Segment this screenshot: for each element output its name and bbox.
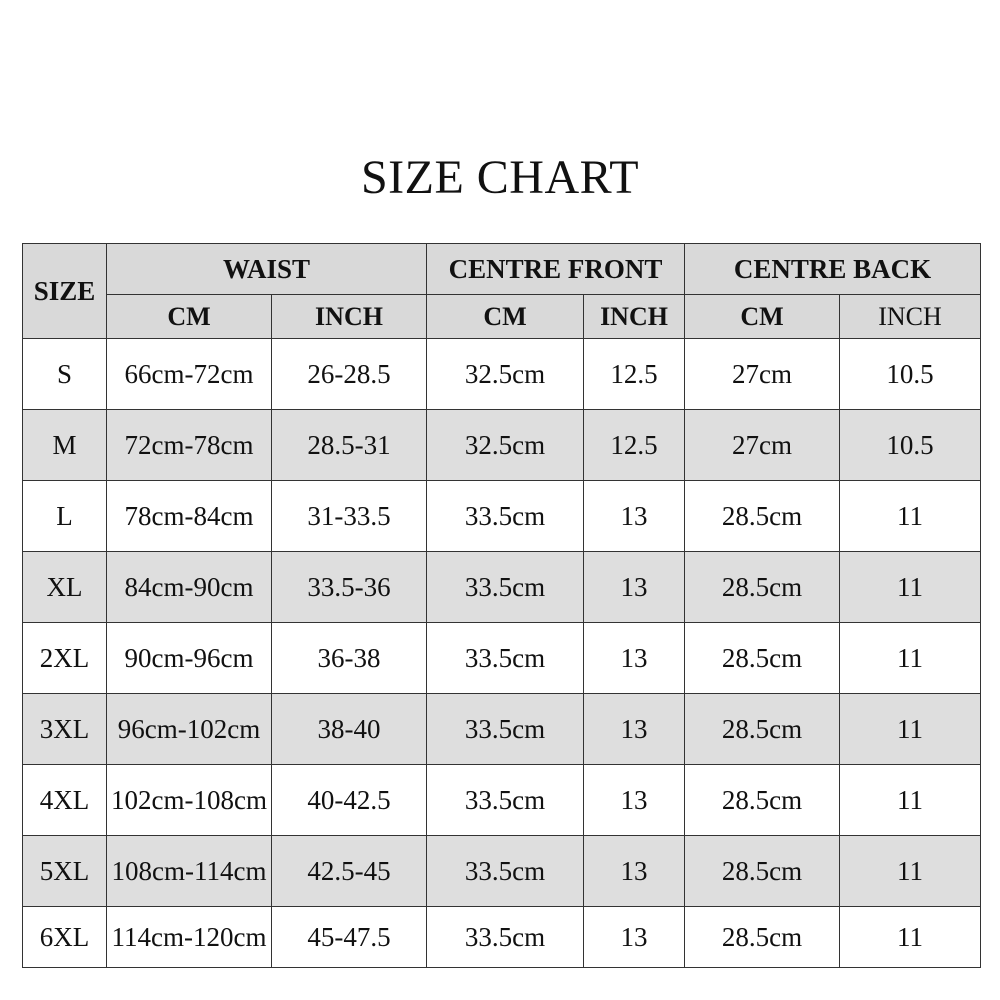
cell-front-cm: 32.5cm — [427, 339, 584, 410]
cell-front-inch: 13 — [584, 907, 685, 968]
cell-waist-inch: 28.5-31 — [272, 410, 427, 481]
table-row — [23, 481, 981, 552]
cell-front-cm: 32.5cm — [427, 410, 584, 481]
cell-waist-cm: 78cm-84cm — [107, 481, 272, 552]
header-size: SIZE — [23, 244, 107, 339]
cell-back-cm: 28.5cm — [685, 694, 840, 765]
header-row-units — [23, 295, 981, 339]
cell-front-inch: 12.5 — [584, 410, 685, 481]
table-row — [23, 694, 981, 765]
cell-waist-inch: 42.5-45 — [272, 836, 427, 907]
cell-back-inch: 11 — [840, 694, 981, 765]
cell-front-inch: 13 — [584, 552, 685, 623]
table-row — [23, 339, 981, 410]
cell-back-inch: 11 — [840, 623, 981, 694]
page-title: SIZE CHART — [360, 151, 640, 204]
cell-front-inch: 13 — [584, 481, 685, 552]
cell-back-cm: 28.5cm — [685, 623, 840, 694]
table-row — [23, 410, 981, 481]
cell-size: S — [23, 339, 107, 410]
table-row — [23, 765, 981, 836]
table-row — [23, 907, 981, 968]
cell-back-cm: 27cm — [685, 410, 840, 481]
cell-back-cm: 28.5cm — [685, 907, 840, 968]
cell-waist-cm: 96cm-102cm — [107, 694, 272, 765]
header-front-inch: INCH — [584, 295, 685, 339]
cell-waist-cm: 66cm-72cm — [107, 339, 272, 410]
cell-size: 4XL — [23, 765, 107, 836]
cell-front-inch: 13 — [584, 694, 685, 765]
header-back-inch: INCH — [840, 295, 981, 339]
cell-waist-cm: 108cm-114cm — [107, 836, 272, 907]
cell-waist-cm: 72cm-78cm — [107, 410, 272, 481]
cell-back-cm: 28.5cm — [685, 836, 840, 907]
cell-waist-cm: 114cm-120cm — [107, 907, 272, 968]
cell-back-cm: 28.5cm — [685, 765, 840, 836]
cell-back-inch: 11 — [840, 836, 981, 907]
cell-front-cm: 33.5cm — [427, 907, 584, 968]
cell-front-inch: 12.5 — [584, 339, 685, 410]
cell-waist-inch: 45-47.5 — [272, 907, 427, 968]
cell-back-inch: 10.5 — [840, 339, 981, 410]
cell-size: M — [23, 410, 107, 481]
cell-back-inch: 11 — [840, 907, 981, 968]
cell-back-inch: 11 — [840, 481, 981, 552]
header-back-cm: CM — [685, 295, 840, 339]
cell-waist-inch: 26-28.5 — [272, 339, 427, 410]
cell-size: 3XL — [23, 694, 107, 765]
cell-waist-inch: 33.5-36 — [272, 552, 427, 623]
cell-back-inch: 11 — [840, 765, 981, 836]
cell-waist-inch: 36-38 — [272, 623, 427, 694]
table-row — [23, 623, 981, 694]
cell-waist-cm: 90cm-96cm — [107, 623, 272, 694]
cell-front-cm: 33.5cm — [427, 694, 584, 765]
header-centre-back: CENTRE BACK — [685, 244, 981, 295]
cell-back-inch: 11 — [840, 552, 981, 623]
header-waist-inch: INCH — [272, 295, 427, 339]
cell-front-inch: 13 — [584, 623, 685, 694]
cell-size: L — [23, 481, 107, 552]
cell-waist-inch: 40-42.5 — [272, 765, 427, 836]
cell-size: 2XL — [23, 623, 107, 694]
cell-front-cm: 33.5cm — [427, 623, 584, 694]
cell-front-inch: 13 — [584, 836, 685, 907]
header-centre-front: CENTRE FRONT — [427, 244, 685, 295]
header-waist: WAIST — [107, 244, 427, 295]
cell-waist-cm: 84cm-90cm — [107, 552, 272, 623]
header-row-groups — [23, 244, 981, 295]
header-front-cm: CM — [427, 295, 584, 339]
cell-size: 5XL — [23, 836, 107, 907]
cell-size: 6XL — [23, 907, 107, 968]
cell-front-inch: 13 — [584, 765, 685, 836]
cell-front-cm: 33.5cm — [427, 765, 584, 836]
table-row — [23, 836, 981, 907]
cell-waist-inch: 38-40 — [272, 694, 427, 765]
cell-back-cm: 28.5cm — [685, 552, 840, 623]
size-chart-table — [22, 243, 981, 968]
cell-size: XL — [23, 552, 107, 623]
cell-front-cm: 33.5cm — [427, 552, 584, 623]
cell-back-cm: 27cm — [685, 339, 840, 410]
cell-front-cm: 33.5cm — [427, 836, 584, 907]
cell-back-cm: 28.5cm — [685, 481, 840, 552]
cell-waist-cm: 102cm-108cm — [107, 765, 272, 836]
header-waist-cm: CM — [107, 295, 272, 339]
table-row — [23, 552, 981, 623]
cell-waist-inch: 31-33.5 — [272, 481, 427, 552]
cell-front-cm: 33.5cm — [427, 481, 584, 552]
cell-back-inch: 10.5 — [840, 410, 981, 481]
